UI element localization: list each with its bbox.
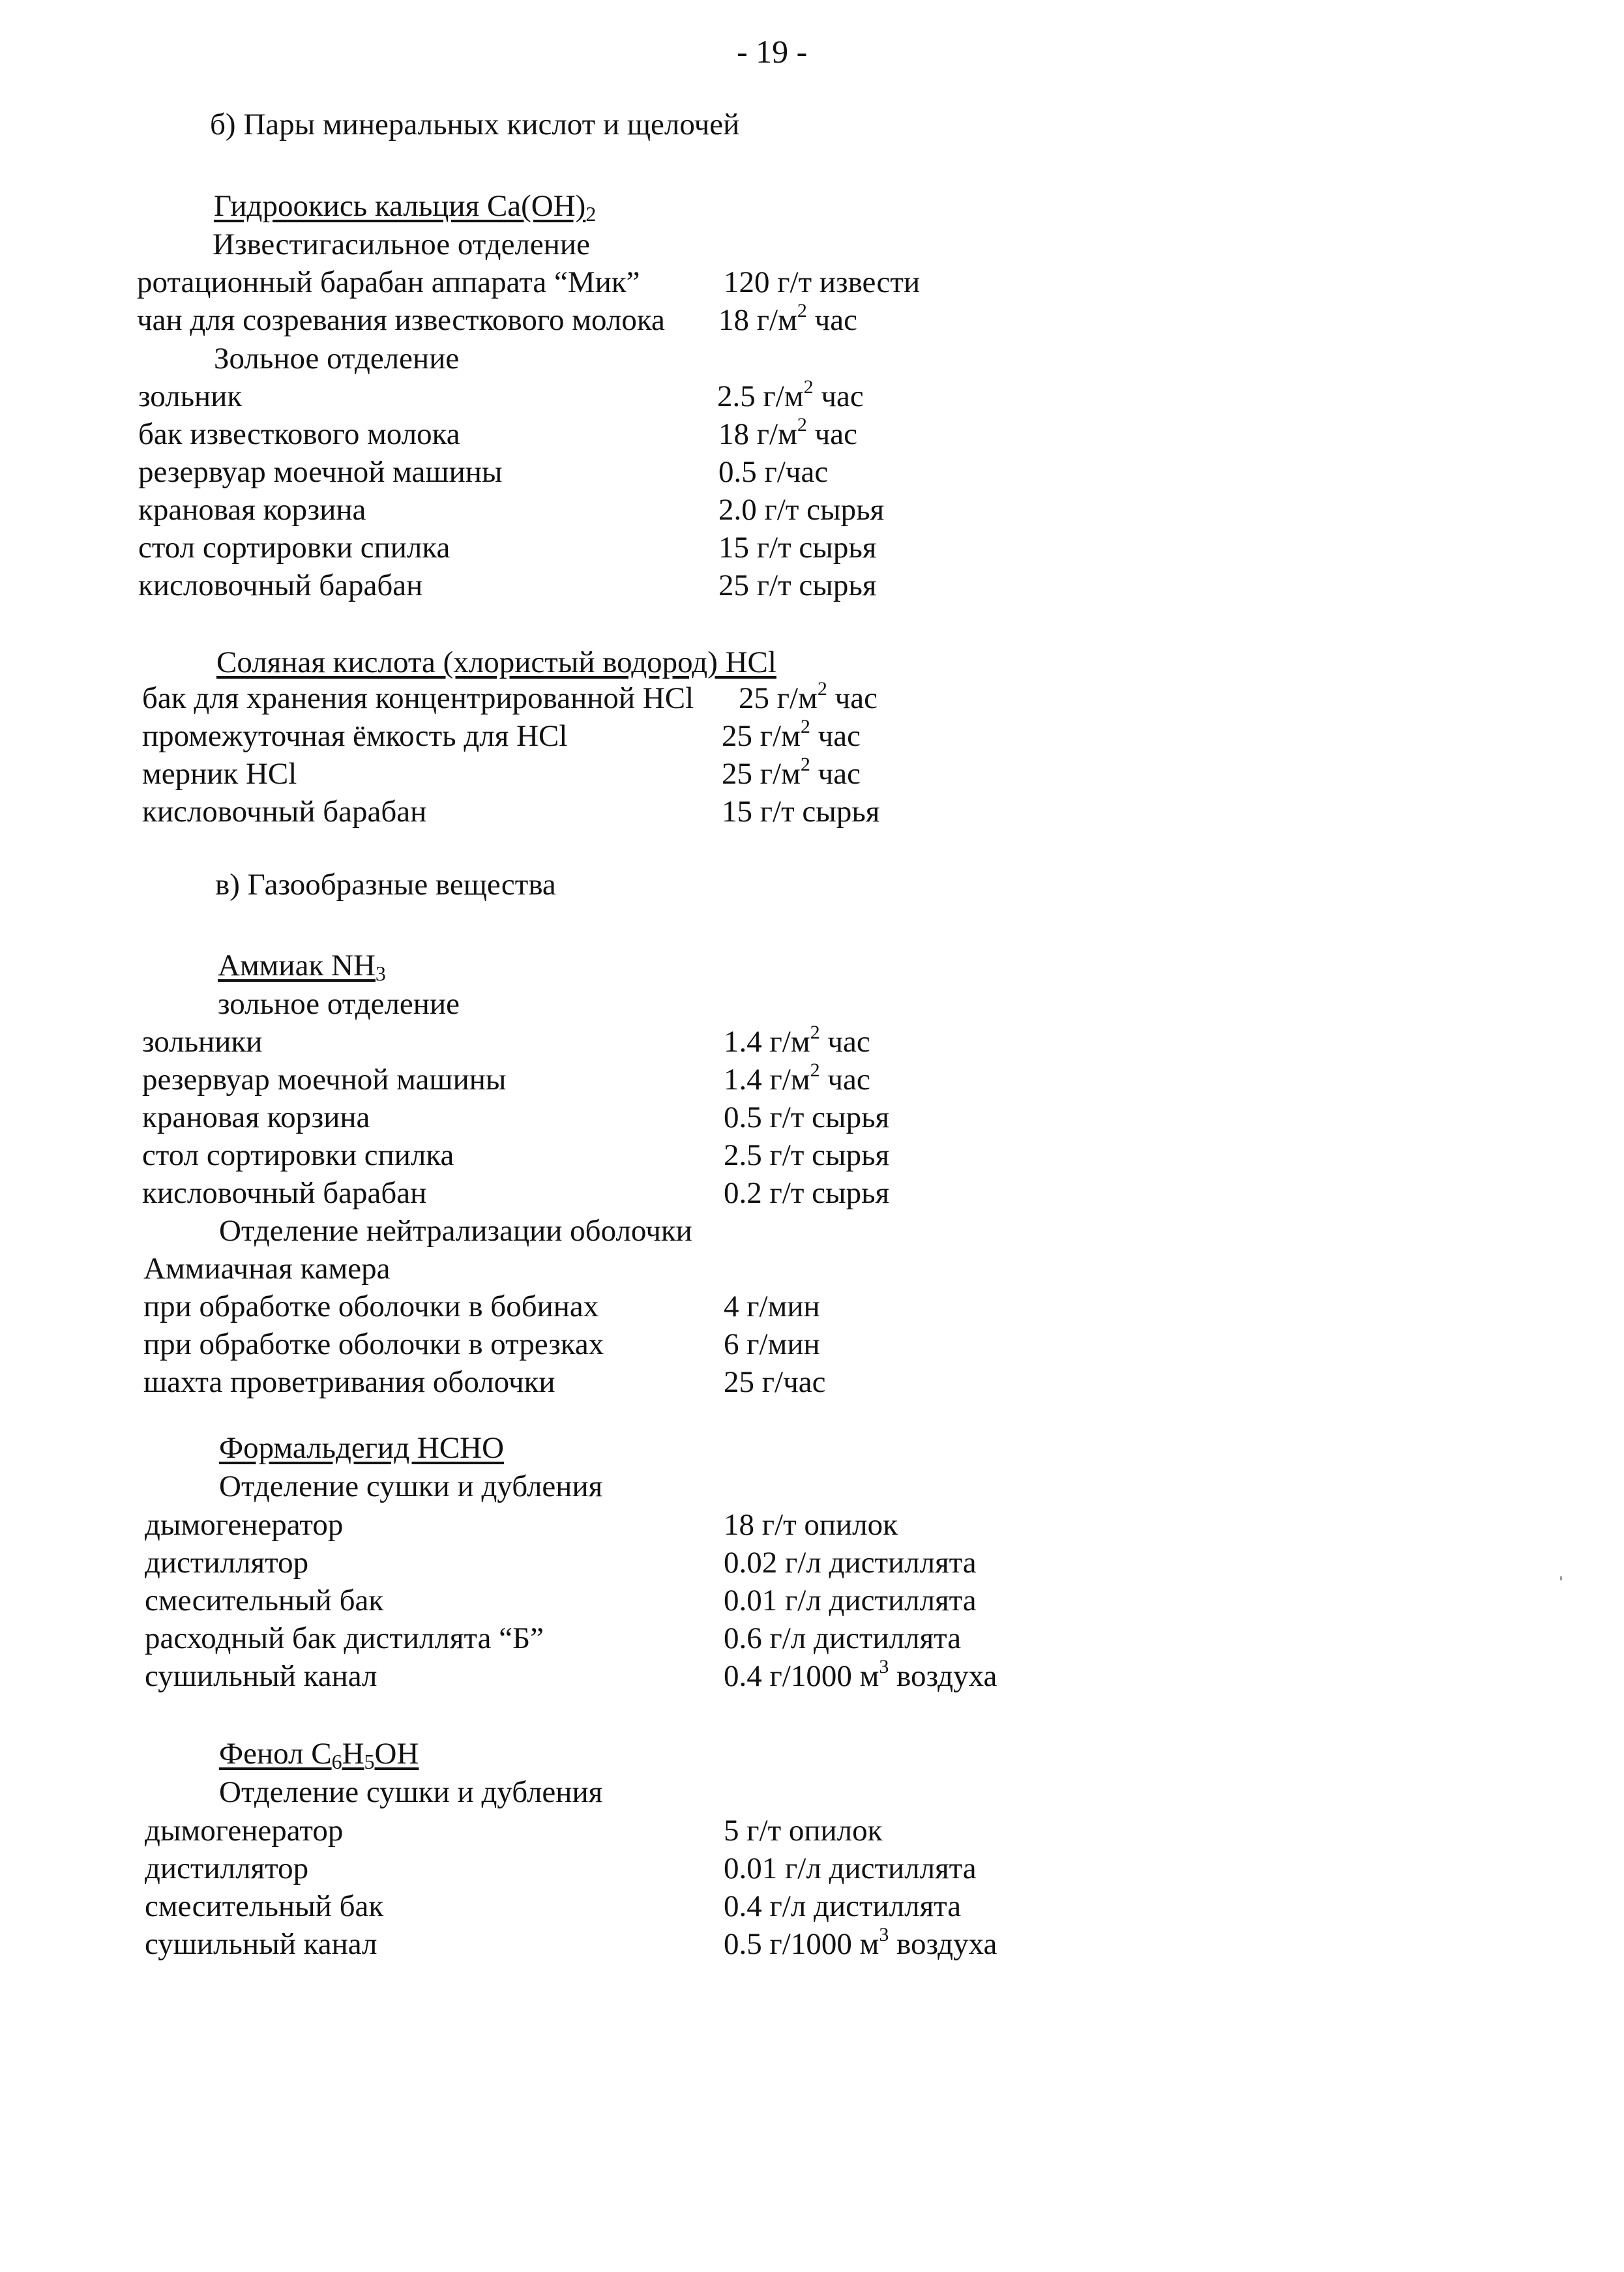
row-label: крановая корзина: [138, 493, 366, 527]
section-heading-v: в) Газообразные вещества: [215, 868, 556, 902]
substance-title-hcho: Формальдегид HCHO: [219, 1431, 505, 1465]
row-value: 2.0 г/т сырья: [718, 493, 885, 527]
row-label: дымогенератор: [145, 1508, 344, 1542]
row-value: 25 $г/м^2$ час: [722, 754, 861, 791]
row-label: дымогенератор: [145, 1814, 344, 1848]
substance-title-phenol: Фенол $C_6H_5OH$: [219, 1737, 419, 1773]
table-row: [0, 716, 1624, 759]
row-value: 2.5 г/т сырья: [724, 1138, 890, 1172]
substance-title-caoh2: Гидроокись кальция $Ca(OH)_2$: [214, 189, 597, 226]
row-label: бак для хранения концентрированной HCl: [142, 681, 694, 715]
row-value: 0.6 г/л дистиллята: [724, 1621, 962, 1655]
row-value: 4 г/мин: [724, 1290, 820, 1323]
table-row: [0, 1623, 1624, 1661]
row-value: 0.5 г/1000 $м^3$ воздуха: [724, 1924, 997, 1961]
table-row: [0, 495, 1624, 533]
table-row: [0, 1510, 1624, 1548]
department-heading: Отделение нейтрализации оболочки: [219, 1214, 692, 1248]
row-value: 5 г/т опилок: [724, 1814, 883, 1848]
substance-title-hcl: Соляная кислота (хлористый водород) HCl: [216, 645, 776, 679]
table-row: [0, 754, 1624, 797]
table-row: [0, 570, 1624, 608]
row-value: 1.4 $г/м^2$ час: [724, 1022, 870, 1059]
table-row: [0, 1656, 1624, 1699]
row-label: крановая корзина: [142, 1100, 370, 1134]
row-label: бак известкового молока: [138, 417, 460, 451]
table-row: [0, 1924, 1624, 1967]
row-label: при обработке оболочки в отрезках: [143, 1327, 604, 1361]
table-row: [0, 678, 1624, 721]
row-value: 0.01 г/л дистиллята: [724, 1584, 977, 1617]
row-label: ротационный барабан аппарата “Мик”: [137, 265, 640, 299]
row-value: 0.01 г/л дистиллята: [724, 1852, 977, 1885]
table-row: [0, 1329, 1624, 1367]
page-number: - 19 -: [737, 33, 808, 70]
substance-title-nh3: Аммиак $NH_3$: [218, 949, 386, 985]
row-label: смесительный бак: [145, 1889, 384, 1923]
row-value: 2.5 $г/м^2$ час: [717, 376, 864, 413]
table-row: [0, 1853, 1624, 1891]
row-label: чан для созревания известкового молока: [137, 303, 665, 337]
row-value: 6 г/мин: [724, 1327, 820, 1361]
row-value: 120 г/т извести: [724, 265, 921, 299]
table-row: [0, 1291, 1624, 1329]
row-label: стол сортировки спилка: [142, 1138, 454, 1172]
row-value: 25 г/час: [724, 1365, 826, 1399]
table-row: [0, 1102, 1624, 1140]
table-row: [0, 267, 1624, 305]
row-value: 25 $г/м^2$ час: [739, 678, 878, 715]
department-heading: Отделение сушки и дубления: [219, 1775, 603, 1809]
table-row: [0, 1816, 1624, 1853]
row-label: дистиллятор: [145, 1852, 309, 1885]
row-label: промежуточная ёмкость для HCl: [142, 719, 568, 753]
table-row: [0, 376, 1624, 419]
row-label: кисловочный барабан: [138, 568, 423, 602]
row-label: резервуар моечной машины: [138, 455, 503, 489]
row-label: сушильный канал: [145, 1927, 377, 1961]
table-row: [0, 533, 1624, 570]
row-value: 18 г/т опилок: [724, 1508, 898, 1542]
row-value: 15 г/т сырья: [722, 795, 880, 829]
table-row: [0, 1586, 1624, 1623]
table-row: [0, 300, 1624, 343]
table-row: [0, 1178, 1624, 1216]
department-heading: Зольное отделение: [214, 342, 460, 376]
department-heading: зольное отделение: [218, 987, 460, 1021]
row-value: 18 $г/м^2$ час: [718, 300, 857, 337]
row-value: 0.02 г/л дистиллята: [724, 1546, 977, 1580]
row-label: шахта проветривания оболочки: [143, 1365, 555, 1399]
row-value: 25 $г/м^2$ час: [722, 716, 861, 753]
row-label: кисловочный барабан: [142, 795, 427, 829]
row-value: 15 г/т сырья: [718, 531, 877, 565]
row-value: 0.5 г/т сырья: [724, 1100, 890, 1134]
department-heading: Отделение сушки и дубления: [219, 1469, 603, 1503]
table-row: [0, 1140, 1624, 1178]
table-row: [0, 1548, 1624, 1586]
row-label: расходный бак дистиллята “Б”: [145, 1621, 544, 1655]
table-row: [0, 1367, 1624, 1405]
row-value: 0.4 г/л дистиллята: [724, 1889, 962, 1923]
row-value: 25 г/т сырья: [718, 568, 877, 602]
row-label: зольники: [142, 1025, 263, 1059]
row-value: 1.4 $г/м^2$ час: [724, 1059, 870, 1097]
row-label: сушильный канал: [145, 1659, 377, 1693]
table-row: [0, 414, 1624, 457]
row-label: резервуар моечной машины: [142, 1063, 507, 1097]
subheading: Аммиачная камера: [143, 1252, 391, 1286]
row-label: мерник HCl: [142, 757, 297, 791]
row-value: 0.5 г/час: [718, 455, 829, 489]
table-row: [0, 797, 1624, 834]
department-heading: Известигасильное отделение: [213, 228, 590, 261]
row-label: зольник: [138, 379, 243, 413]
row-value: 0.4 г/1000 $м^3$ воздуха: [724, 1656, 997, 1693]
row-label: смесительный бак: [145, 1584, 384, 1617]
row-label: стол сортировки спилка: [138, 531, 450, 565]
section-heading-b: б) Пары минеральных кислот и щелочей: [210, 108, 740, 141]
table-row: [0, 1891, 1624, 1929]
row-value: 0.2 г/т сырья: [724, 1176, 890, 1210]
table-row: [0, 1059, 1624, 1102]
row-value: 18 $г/м^2$ час: [718, 414, 857, 451]
table-row: [0, 457, 1624, 495]
row-label: кисловочный барабан: [142, 1176, 427, 1210]
row-label: дистиллятор: [145, 1546, 309, 1580]
scan-speck: [1560, 1576, 1562, 1580]
row-label: при обработке оболочки в бобинах: [143, 1290, 599, 1323]
